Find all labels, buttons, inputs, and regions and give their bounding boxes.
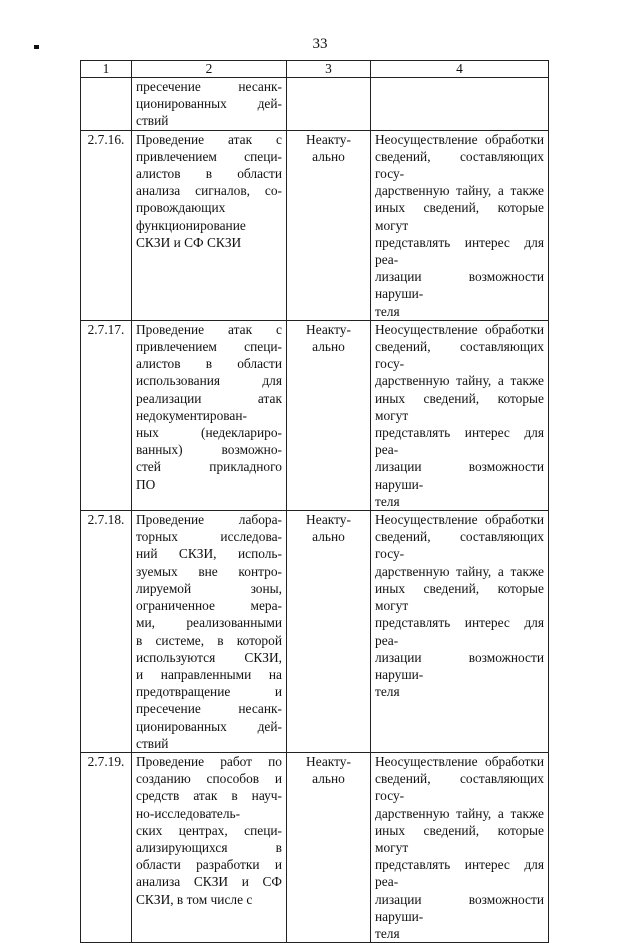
- description-line: ограниченное мера-: [136, 598, 282, 614]
- description-line: торных исследова-: [136, 529, 282, 545]
- relevance-line: Неакту-: [306, 131, 351, 147]
- item-number: [81, 78, 132, 131]
- threat-description: [132, 752, 287, 942]
- scan-mark: [34, 45, 39, 49]
- table-row: [81, 130, 549, 320]
- description-line: провождающих: [136, 200, 226, 216]
- description-line: ционированных дей-: [136, 96, 282, 112]
- description-line: лируемой зоны,: [136, 580, 282, 596]
- description-line: Проведение лабора-: [136, 512, 282, 528]
- relevance-line: Неакту-: [306, 321, 351, 337]
- justification-line: лизации возможности наруши-: [375, 649, 544, 682]
- justification-line: иных сведений, которые могут: [375, 822, 544, 855]
- description-line: пресечение несанк-: [136, 79, 282, 94]
- description-line: и направленными на: [136, 666, 282, 682]
- justification: [371, 511, 549, 753]
- justification: [371, 78, 549, 131]
- relevance-line: ально: [312, 148, 345, 164]
- column-header-3: 3: [287, 61, 371, 78]
- justification-line: теля: [375, 925, 400, 941]
- description-line: стей прикладного: [136, 459, 282, 475]
- justification-line: дарственную тайну, а также: [375, 183, 544, 199]
- description-line: созданию способов и: [136, 771, 282, 787]
- relevance-line: Неакту-: [306, 753, 351, 769]
- threat-description: [132, 130, 287, 320]
- description-line: зуемых вне контро-: [136, 563, 282, 579]
- justification-line: Неосуществление обработки: [375, 753, 544, 769]
- justification-line: лизации возможности наруши-: [375, 269, 544, 302]
- item-number: 2.7.16.: [81, 130, 132, 320]
- column-header-2: 2: [132, 61, 287, 78]
- justification-line: лизации возможности наруши-: [375, 459, 544, 492]
- description-line: области разработки и: [136, 857, 282, 873]
- item-number: 2.7.18.: [81, 511, 132, 753]
- threat-description: [132, 511, 287, 753]
- description-line: алистов в области: [136, 356, 282, 372]
- justification: [371, 752, 549, 942]
- description-line: ствий: [136, 113, 169, 129]
- description-line: ствий: [136, 735, 169, 751]
- justification-line: представлять интерес для реа-: [375, 615, 544, 648]
- description-line: функционирование: [136, 217, 246, 233]
- description-line: ских центрах, специ-: [136, 822, 282, 838]
- description-line: используются СКЗИ,: [136, 649, 282, 665]
- table-row: [81, 320, 549, 510]
- description-line: в системе, в которой: [136, 632, 282, 648]
- description-line: ПО: [136, 476, 156, 492]
- relevance-status: [287, 511, 371, 753]
- description-line: Проведение атак с: [136, 131, 282, 147]
- justification-line: теля: [375, 684, 400, 700]
- justification-line: представлять интерес для реа-: [375, 425, 544, 458]
- description-line: но-исследователь-: [136, 805, 241, 821]
- relevance-status: [287, 78, 371, 131]
- justification-line: лизации возможности наруши-: [375, 891, 544, 924]
- justification-line: иных сведений, которые могут: [375, 580, 544, 614]
- relevance-line: ально: [312, 529, 345, 545]
- justification-line: сведений, составляющих госу-: [375, 339, 544, 372]
- justification: [371, 130, 549, 320]
- justification-line: сведений, составляющих госу-: [375, 529, 544, 562]
- justification-line: представлять интерес для реа-: [375, 234, 544, 268]
- table-row: [81, 752, 549, 942]
- justification-line: теля: [375, 303, 400, 319]
- justification-line: Неосуществление обработки: [375, 321, 544, 337]
- justification-line: иных сведений, которые могут: [375, 200, 544, 233]
- description-line: анализа сигналов, со-: [136, 183, 282, 199]
- description-line: ванных) возможно-: [136, 442, 282, 458]
- description-line: анализа СКЗИ и СФ: [136, 874, 282, 890]
- description-line: Проведение атак с: [136, 321, 282, 337]
- relevance-status: [287, 320, 371, 510]
- description-line: недокументирован-: [136, 407, 247, 423]
- justification-line: Неосуществление обработки: [375, 131, 544, 147]
- relevance-line: Неакту-: [306, 512, 351, 528]
- description-line: средств атак в науч-: [136, 788, 282, 804]
- description-line: пресечение несанк-: [136, 701, 282, 717]
- column-header-1: 1: [81, 61, 132, 78]
- justification-line: дарственную тайну, а также: [375, 563, 544, 579]
- table-row: [81, 511, 549, 753]
- item-number: 2.7.19.: [81, 752, 132, 942]
- table-row: [81, 78, 549, 131]
- description-line: привлечением специ-: [136, 148, 282, 164]
- description-line: привлечением специ-: [136, 339, 282, 355]
- relevance-line: ально: [312, 339, 345, 355]
- relevance-status: [287, 130, 371, 320]
- justification-line: дарственную тайну, а также: [375, 373, 544, 389]
- relevance-status: [287, 752, 371, 942]
- description-line: Проведение работ по: [136, 753, 282, 769]
- description-line: ных (недеклариро-: [136, 425, 282, 441]
- item-number: 2.7.17.: [81, 320, 132, 510]
- justification: [371, 320, 549, 510]
- column-header-4: 4: [371, 61, 549, 78]
- description-line: предотвращение и: [136, 684, 282, 700]
- description-line: ционированных дей-: [136, 718, 282, 734]
- justification-line: представлять интерес для реа-: [375, 857, 544, 890]
- justification-line: сведений, составляющих госу-: [375, 771, 544, 804]
- description-line: реализации атак: [136, 390, 282, 406]
- description-line: использования для: [136, 373, 282, 389]
- relevance-line: ально: [312, 771, 345, 787]
- description-line: СКЗИ и СФ СКЗИ: [136, 234, 242, 250]
- justification-line: дарственную тайну, а также: [375, 805, 544, 821]
- description-line: алистов в области: [136, 166, 282, 182]
- description-line: СКЗИ, в том числе с: [136, 891, 253, 907]
- threat-description: [132, 78, 287, 131]
- justification-line: сведений, составляющих госу-: [375, 148, 544, 182]
- justification-line: иных сведений, которые могут: [375, 390, 544, 423]
- description-line: ний СКЗИ, исполь-: [136, 546, 282, 562]
- page-number: 33: [312, 36, 328, 52]
- column-header-row: [81, 61, 549, 78]
- justification-line: Неосуществление обработки: [375, 512, 544, 528]
- threat-table: [80, 60, 549, 943]
- description-line: ализирующихся в: [136, 839, 282, 855]
- threat-description: [132, 320, 287, 510]
- description-line: ми, реализованными: [136, 615, 282, 631]
- justification-line: теля: [375, 493, 400, 509]
